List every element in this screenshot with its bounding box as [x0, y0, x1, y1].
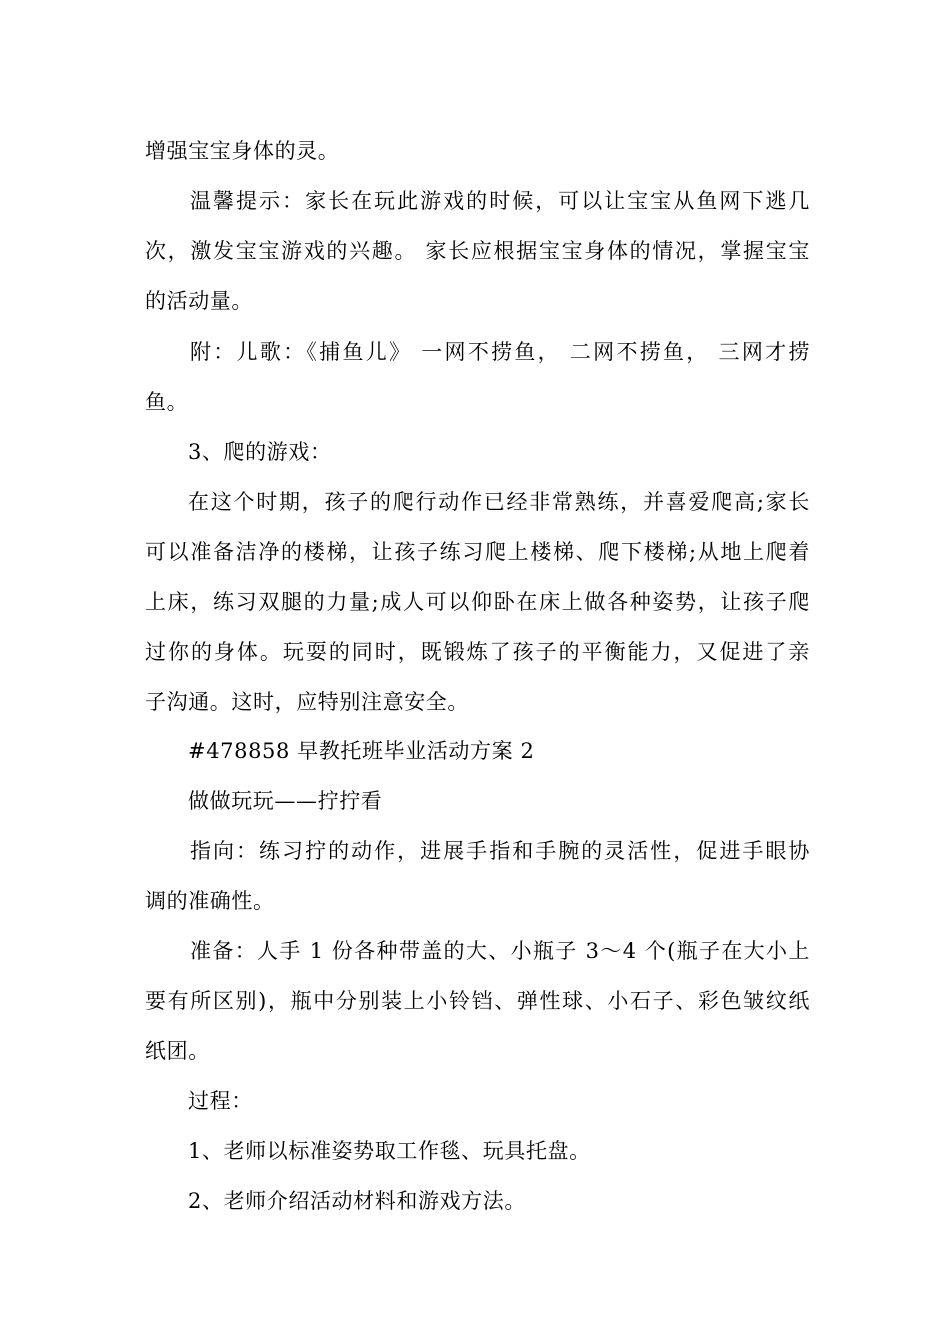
- text-line: 的活动量。: [145, 289, 253, 313]
- text-line: 上床，练习双腿的力量;成人可以仰卧在床上做各种姿势，让孩子爬: [145, 590, 810, 614]
- text-line: 增强宝宝身体的灵。: [145, 139, 340, 163]
- section-title: #478858 早教托班毕业活动方案 2: [188, 739, 535, 763]
- text-line: 温馨提示：家长在玩此游戏的时候，可以让宝宝从鱼网下逃几: [190, 189, 810, 213]
- text-line: 可以准备洁净的楼梯，让孩子练习爬上楼梯、爬下楼梯;从地上爬着: [145, 540, 810, 564]
- list-item: 2、老师介绍活动材料和游戏方法。: [188, 1189, 526, 1213]
- text-line: 要有所区别)，瓶中分别装上小铃铛、弹性球、小石子、彩色皱纹纸: [145, 989, 810, 1013]
- text-line: 次，激发宝宝游戏的兴趣。 家长应根据宝宝身体的情况，掌握宝宝: [145, 239, 810, 263]
- section-heading: 3、爬的游戏：: [188, 440, 332, 464]
- text-line: 准备：人手 1 份各种带盖的大、小瓶子 3～4 个(瓶子在大小上: [190, 939, 810, 963]
- text-line: 指向：练习拧的动作，进展手指和手腕的灵活性，促进手眼协: [190, 839, 810, 863]
- list-item: 1、老师以标准姿势取工作毯、玩具托盘。: [188, 1139, 591, 1163]
- text-line: 纸团。: [145, 1039, 210, 1063]
- text-line: 调的准确性。: [145, 889, 275, 913]
- section-heading: 过程：: [188, 1089, 253, 1113]
- activity-title: 做做玩玩——拧拧看: [188, 789, 383, 813]
- text-line: 过你的身体。玩耍的同时，既锻炼了孩子的平衡能力，又促进了亲: [145, 640, 810, 664]
- text-line: 附：儿歌：《捕鱼儿》 一网不捞鱼， 二网不捞鱼， 三网才捞: [190, 340, 810, 364]
- text-line: 在这个时期，孩子的爬行动作已经非常熟练，并喜爱爬高;家长: [188, 490, 810, 514]
- text-line: 鱼。: [145, 390, 189, 414]
- text-line: 子沟通。这时，应特别注意安全。: [145, 690, 469, 714]
